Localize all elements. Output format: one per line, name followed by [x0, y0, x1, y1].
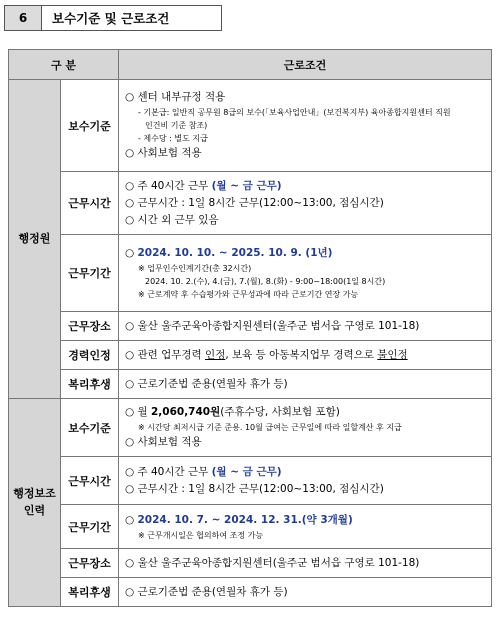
table-row — [9, 312, 492, 341]
table-row — [9, 457, 492, 505]
section-number: 6 — [4, 5, 42, 31]
text-line: ○ 2024. 10. 10. ~ 2025. 10. 9. (1년) — [125, 247, 333, 259]
text-line: ○ 근무시간 : 1일 8시간 근무(12:00~13:00, 점심시간) — [125, 196, 384, 209]
category-assist: 행정보조 인력 — [9, 399, 61, 607]
text-line: ※ 근로계약 후 수습평가와 근무성과에 따라 근로기간 연장 가능 — [138, 290, 359, 299]
table-row — [9, 549, 492, 578]
row-label: 근무기간 — [61, 235, 119, 312]
row-label: 복리후생 — [61, 370, 119, 399]
row-content — [119, 80, 492, 172]
row-content — [119, 235, 492, 312]
row-content — [119, 399, 492, 457]
text-line: ○ 주 40시간 근무 (월 ~ 금 근무) — [125, 465, 282, 478]
text-line: ○ 월 2,060,740원(주휴수당, 사회보험 포함) — [125, 406, 340, 418]
text-line: ○ 근로기준법 준용(연월차 휴가 등) — [125, 585, 288, 598]
table-row — [9, 172, 492, 235]
table-row — [9, 370, 492, 399]
row-content — [119, 549, 492, 578]
row-label: 경력인정 — [61, 341, 119, 370]
row-label: 근무기간 — [61, 505, 119, 549]
table-row — [9, 399, 492, 457]
text-line: - 기본급: 일반직 공무원 8급의 보수(「보육사업안내」(보건복지부) 육아종합지원센터 직원 — [138, 108, 451, 117]
row-label: 근무시간 — [61, 457, 119, 505]
row-content — [119, 341, 492, 370]
text-line: 2024. 10. 2.(수), 4.(금), 7.(월), 8.(화) - 9:00~18:00(1일 8시간) — [145, 277, 386, 286]
section-header — [4, 5, 222, 31]
row-label: 근무장소 — [61, 312, 119, 341]
text-line: ※ 근무개시일은 협의하여 조정 가능 — [138, 530, 264, 540]
header-conditions: 근로조건 — [119, 50, 492, 80]
row-content — [119, 172, 492, 235]
table-row — [9, 341, 492, 370]
text-line: ○ 주 40시간 근무 (월 ~ 금 근무) — [125, 179, 282, 192]
text-line: - 제수당 : 별도 지급 — [138, 134, 208, 143]
text-line: 인건비 기준 참조) — [145, 121, 208, 130]
table-header-row — [9, 50, 492, 80]
text-line: ○ 2024. 10. 7. ~ 2024. 12. 31.(약 3개월) — [125, 513, 353, 526]
row-content — [119, 505, 492, 549]
text-line: ○ 사회보험 적용 — [125, 147, 202, 159]
text-line: ○ 근로기준법 준용(연월차 휴가 등) — [125, 377, 288, 390]
row-label: 근무장소 — [61, 549, 119, 578]
table-row — [9, 235, 492, 312]
text-line: ※ 시간당 최저시급 기준 준용. 10월 급여는 근무일에 따라 일할계산 후 지급 — [138, 423, 402, 432]
conditions-table — [8, 49, 492, 607]
section-title: 보수기준 및 근로조건 — [42, 5, 222, 31]
row-label: 보수기준 — [61, 399, 119, 457]
text-line: ○ 울산 울주군육아종합지원센터(울주군 범서읍 구영로 101-18) — [125, 556, 420, 569]
category-admin: 행정원 — [9, 80, 61, 399]
row-content — [119, 370, 492, 399]
text-line: ○ 시간 외 근무 있음 — [125, 213, 219, 226]
table-row — [9, 505, 492, 549]
text-line: ○ 센터 내부규정 적용 — [125, 91, 226, 103]
row-label: 복리후생 — [61, 578, 119, 607]
header-category: 구 분 — [9, 50, 119, 80]
text-line: ○ 사회보험 적용 — [125, 436, 202, 448]
table-row — [9, 578, 492, 607]
row-content — [119, 457, 492, 505]
row-label: 근무시간 — [61, 172, 119, 235]
text-line: ※ 업무인수인계기간(총 32시간) — [138, 264, 252, 273]
row-content — [119, 312, 492, 341]
text-line: ○ 관련 업무경력 인정, 보육 등 아동복지업무 경력으로 불인정 — [125, 348, 408, 361]
table-row — [9, 80, 492, 172]
row-label: 보수기준 — [61, 80, 119, 172]
row-content — [119, 578, 492, 607]
text-line: ○ 울산 울주군육아종합지원센터(울주군 범서읍 구영로 101-18) — [125, 319, 420, 332]
text-line: ○ 근무시간 : 1일 8시간 근무(12:00~13:00, 점심시간) — [125, 482, 384, 495]
